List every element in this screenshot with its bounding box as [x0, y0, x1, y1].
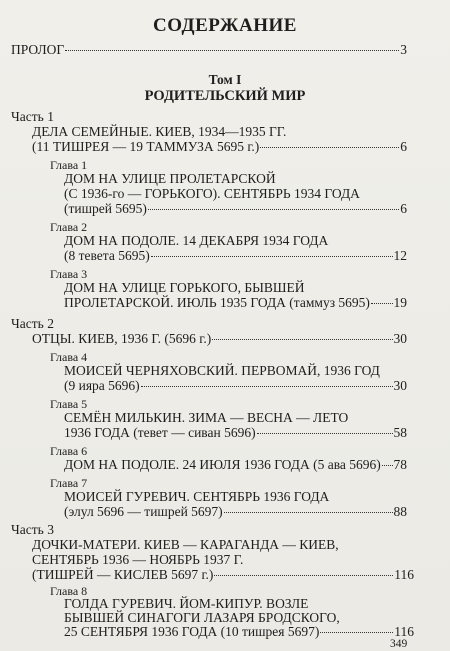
- toc-entry-chapter-4: [64, 378, 407, 394]
- toc-entry-part-3: [32, 567, 414, 583]
- toc-entry-chapter-5: [64, 425, 407, 441]
- toc-entry-part-1: [32, 139, 407, 155]
- part-label: Часть 1: [11, 109, 54, 124]
- part-title: СЕНТЯБРЬ 1936 — НОЯБРЬ 1937 Г.: [32, 552, 244, 567]
- chapter-title: ДОМ НА ПОДОЛЕ. 14 ДЕКАБРЯ 1934 ГОДА: [64, 233, 329, 248]
- leader-dots: [257, 433, 393, 434]
- entry-page: 78: [393, 457, 407, 472]
- leader-dots: [260, 147, 399, 148]
- toc-entry-prolog: [11, 42, 407, 58]
- entry-title: 25 СЕНТЯБРЯ 1936 ГОДА (10 тишрея 5697): [64, 624, 320, 639]
- entry-page: 30: [393, 331, 407, 346]
- entry-title: (тишрей 5695): [64, 201, 147, 216]
- leader-dots: [224, 512, 393, 513]
- entry-title: (9 ияра 5696): [64, 378, 140, 393]
- entry-title: ОТЦЫ. КИЕВ, 1936 Г. (5696 г.): [32, 331, 212, 346]
- chapter-title: (С 1936-го — ГОРЬКОГО). СЕНТЯБРЬ 1934 ГОДА: [64, 186, 360, 201]
- entry-page: 58: [393, 425, 407, 440]
- toc-entry-chapter-6: [64, 457, 407, 473]
- entry-title: ПРОЛОГ: [11, 42, 65, 57]
- chapter-label: Глава 8: [50, 584, 88, 598]
- chapter-title: БЫВШЕЙ СИНАГОГИ ЛАЗАРЯ БРОДСКОГО,: [64, 610, 340, 625]
- entry-page: 116: [394, 624, 414, 639]
- entry-title: (8 тевета 5695): [64, 248, 150, 263]
- part-title: ДЕЛА СЕМЕЙНЫЕ. КИЕВ, 1934—1935 ГГ.: [32, 124, 287, 139]
- volume-label: Том I: [208, 72, 242, 87]
- chapter-title: ДОМ НА УЛИЦЕ ГОРЬКОГО, БЫВШЕЙ: [64, 280, 305, 295]
- chapter-title: СЕМЁН МИЛЬКИН. ЗИМА — ВЕСНА — ЛЕТО: [64, 410, 349, 425]
- toc-entry-chapter-1: [64, 201, 407, 217]
- entry-title: 1936 ГОДА (тевет — сиван 5696): [64, 425, 256, 440]
- entry-page: 3: [400, 42, 407, 57]
- leader-dots: [320, 632, 393, 633]
- entry-page: 6: [400, 201, 407, 216]
- leader-dots: [151, 256, 393, 257]
- entry-title: (ТИШРЕЙ — КИСЛЕВ 5697 г.): [32, 567, 214, 582]
- chapter-title: ГОЛДА ГУРЕВИЧ. ЙОМ-КИПУР. ВОЗЛЕ: [64, 596, 309, 611]
- entry-title: (11 ТИШРЕЯ — 19 ТАММУЗА 5695 г.): [32, 139, 260, 154]
- entry-page: 88: [393, 504, 407, 519]
- toc-entry-chapter-3: [64, 295, 407, 311]
- entry-page: 30: [393, 378, 407, 393]
- page-number: 349: [390, 638, 408, 650]
- volume-title: РОДИТЕЛЬСКИЙ МИР: [144, 88, 306, 104]
- chapter-label: Глава 2: [50, 220, 88, 234]
- page-title: СОДЕРЖАНИЕ: [153, 15, 297, 36]
- leader-dots: [141, 386, 393, 387]
- entry-page: 19: [393, 295, 407, 310]
- chapter-title: МОИСЕЙ ГУРЕВИЧ. СЕНТЯБРЬ 1936 ГОДА: [64, 489, 330, 504]
- entry-page: 6: [400, 139, 407, 154]
- entry-title: (элул 5696 — тишрей 5697): [64, 504, 223, 519]
- entry-page: 12: [393, 248, 407, 263]
- leader-dots: [65, 50, 399, 51]
- toc-entry-chapter-7: [64, 504, 407, 520]
- toc-entry-part-2: [32, 331, 407, 347]
- chapter-label: Глава 5: [50, 397, 88, 411]
- toc-entry-chapter-8: [64, 624, 414, 640]
- chapter-label: Глава 1: [50, 158, 88, 172]
- chapter-label: Глава 6: [50, 444, 88, 458]
- chapter-label: Глава 7: [50, 476, 88, 490]
- entry-page: 116: [394, 567, 414, 582]
- leader-dots: [371, 303, 393, 304]
- toc-entry-chapter-2: [64, 248, 407, 264]
- entry-title: ДОМ НА ПОДОЛЕ. 24 ИЮЛЯ 1936 ГОДА (5 ава 5696): [64, 457, 381, 472]
- part-label: Часть 3: [11, 522, 54, 537]
- leader-dots: [214, 575, 393, 576]
- part-title: ДОЧКИ-МАТЕРИ. КИЕВ — КАРАГАНДА — КИЕВ,: [32, 537, 339, 552]
- chapter-title: ДОМ НА УЛИЦЕ ПРОЛЕТАРСКОЙ: [64, 171, 276, 186]
- leader-dots: [148, 209, 399, 210]
- entry-title: ПРОЛЕТАРСКОЙ. ИЮЛЬ 1935 ГОДА (таммуз 5695): [64, 295, 370, 310]
- chapter-label: Глава 4: [50, 350, 88, 364]
- leader-dots: [382, 465, 393, 466]
- leader-dots: [212, 339, 392, 340]
- chapter-title: МОИСЕЙ ЧЕРНЯХОВСКИЙ. ПЕРВОМАЙ, 1936 ГОД: [64, 363, 380, 378]
- part-label: Часть 2: [11, 316, 54, 331]
- chapter-label: Глава 3: [50, 267, 88, 281]
